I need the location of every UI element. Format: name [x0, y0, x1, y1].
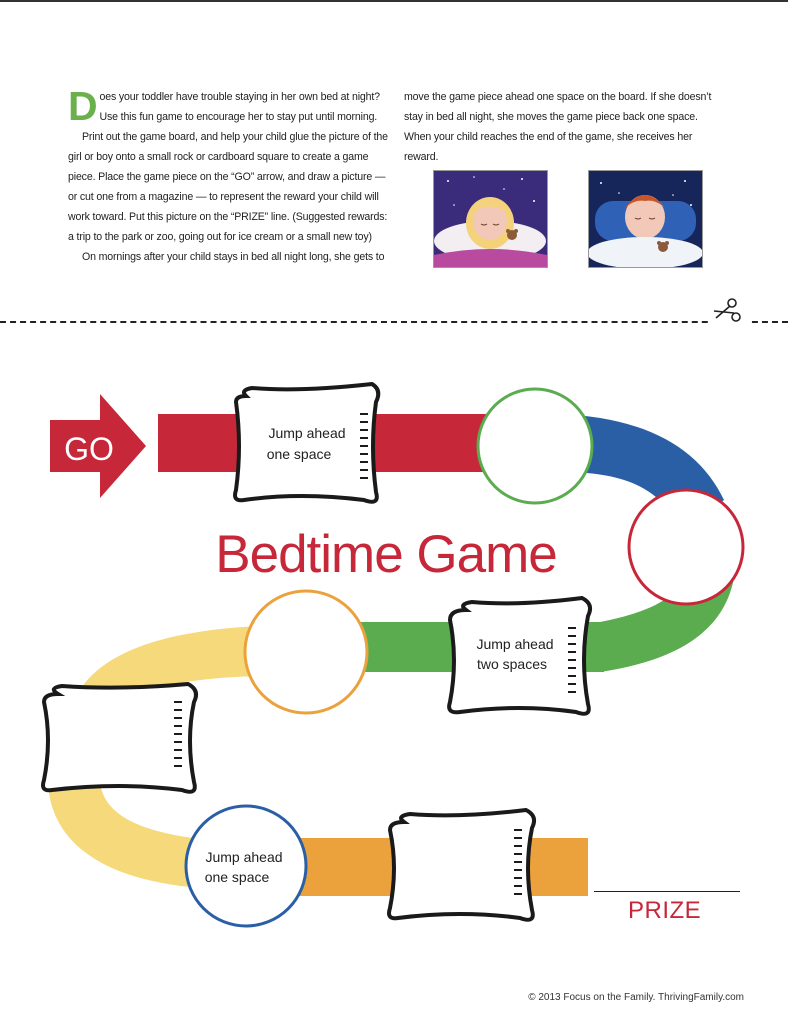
space-circle-orange	[245, 591, 367, 713]
pillow-1-line-2: one space	[266, 446, 332, 462]
drop-cap: D	[68, 83, 98, 129]
pillow-space-2	[449, 598, 590, 714]
intro-paragraph-3: On mornings after your child stays in bed all night long, she gets to	[82, 251, 385, 263]
intro-paragraph-4: move the game piece ahead one space on the board. If she doesn’t stay in bed all night, she moves the game piece back one space. When your child reaches the end of the game, she receives her reward.	[404, 91, 712, 163]
game-title: Bedtime Game	[215, 525, 557, 584]
pillow-2-line-2: two spaces	[476, 656, 548, 672]
prize-line	[594, 891, 740, 892]
pillow-space-1	[235, 384, 378, 502]
girl-game-piece-image	[433, 170, 548, 268]
space-circle-blue	[186, 806, 306, 926]
space-circle-red	[629, 490, 743, 604]
pillow-1-line-1: Jump ahead	[268, 425, 346, 441]
intro-paragraph-1: Does your toddler have trouble staying in her own bed at night? Use this fun game to encourage her to stay put until morning.	[68, 83, 380, 129]
pillow-space-3	[43, 684, 196, 792]
intro-column-left	[68, 83, 388, 267]
top-rule	[0, 0, 788, 2]
space-circle-green	[478, 389, 592, 503]
pillow-2-line-1: Jump ahead	[476, 636, 554, 652]
pillow-space-4	[389, 810, 534, 920]
prize-label: PRIZE	[628, 897, 702, 924]
intro-paragraph-2: Print out the game board, and help your child glue the picture of the girl or boy onto a small rock or cardboard square to create a game piece. Place the game piece on the “GO” arrow, and draw a picture — or cut one from a magazine — to represent the reward your child will work toward. Put this picture on the “PRIZE” line. (Suggested rewards: a trip to the park or zoo, going out for ice cream or a small new toy)	[68, 131, 388, 243]
scissors-icon	[710, 296, 750, 324]
copyright-footer: © 2013 Focus on the Family. ThrivingFamily.com	[528, 992, 744, 1003]
go-label: GO	[64, 431, 114, 467]
boy-game-piece-image	[588, 170, 703, 268]
circle-blue-line-1: Jump ahead	[205, 849, 283, 865]
intro-column-right	[404, 87, 722, 167]
circle-blue-line-2: one space	[204, 869, 270, 885]
cut-line	[0, 321, 788, 323]
